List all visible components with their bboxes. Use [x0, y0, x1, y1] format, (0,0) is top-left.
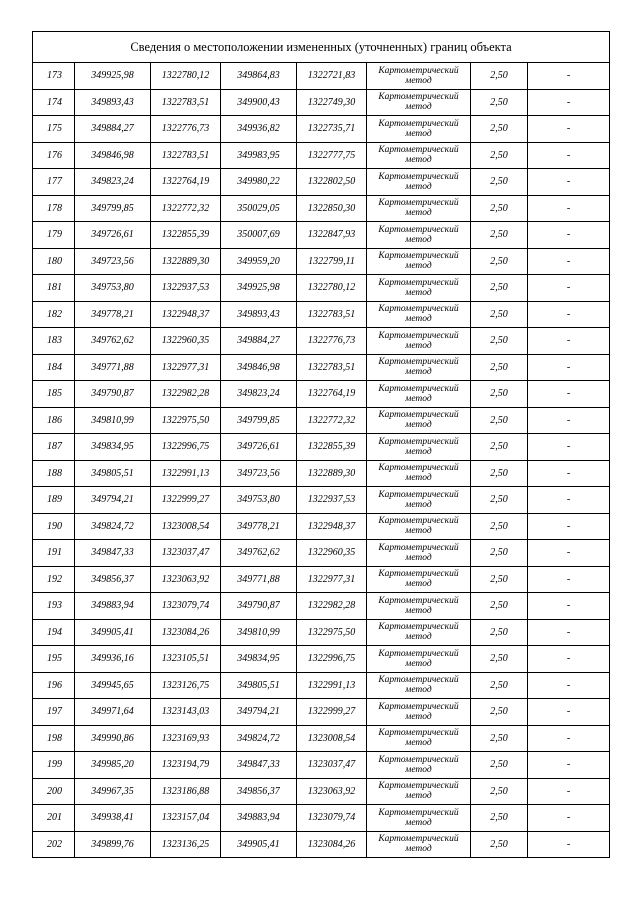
document-page	[32, 31, 609, 858]
new-x-cell: 349925,98	[221, 275, 297, 302]
new-y-cell: 1323008,54	[297, 725, 367, 752]
existing-x-cell: 349925,98	[75, 63, 151, 90]
new-y-cell: 1322999,27	[297, 699, 367, 726]
point-number-cell: 182	[33, 301, 75, 328]
new-y-cell: 1322991,13	[297, 672, 367, 699]
note-cell: -	[528, 566, 610, 593]
new-y-cell: 1322847,93	[297, 222, 367, 249]
existing-y-cell: 1322960,35	[151, 328, 221, 355]
table-row	[33, 725, 610, 752]
point-number-cell: 177	[33, 169, 75, 196]
new-x-cell: 349893,43	[221, 301, 297, 328]
table-row	[33, 752, 610, 779]
new-y-cell: 1322937,53	[297, 487, 367, 514]
note-cell: -	[528, 646, 610, 673]
note-cell: -	[528, 407, 610, 434]
existing-y-cell: 1322772,32	[151, 195, 221, 222]
new-x-cell: 349753,80	[221, 487, 297, 514]
existing-x-cell: 349884,27	[75, 116, 151, 143]
existing-y-cell: 1322764,19	[151, 169, 221, 196]
method-cell: Картометрический метод	[367, 778, 471, 805]
point-number-cell: 175	[33, 116, 75, 143]
new-y-cell: 1322802,50	[297, 169, 367, 196]
new-y-cell: 1323084,26	[297, 831, 367, 858]
existing-x-cell: 349805,51	[75, 460, 151, 487]
existing-x-cell: 349971,64	[75, 699, 151, 726]
table-row	[33, 301, 610, 328]
table-row	[33, 434, 610, 461]
table-row	[33, 275, 610, 302]
new-x-cell: 349805,51	[221, 672, 297, 699]
point-number-cell: 189	[33, 487, 75, 514]
method-cell: Картометрический метод	[367, 540, 471, 567]
existing-y-cell: 1322780,12	[151, 63, 221, 90]
new-x-cell: 349847,33	[221, 752, 297, 779]
existing-x-cell: 349967,35	[75, 778, 151, 805]
method-cell: Картометрический метод	[367, 593, 471, 620]
method-cell: Картометрический метод	[367, 381, 471, 408]
new-x-cell: 350007,69	[221, 222, 297, 249]
accuracy-cell: 2,50	[471, 195, 528, 222]
existing-x-cell: 349810,99	[75, 407, 151, 434]
point-number-cell: 195	[33, 646, 75, 673]
point-number-cell: 183	[33, 328, 75, 355]
existing-y-cell: 1322948,37	[151, 301, 221, 328]
new-y-cell: 1322783,51	[297, 354, 367, 381]
new-y-cell: 1322777,75	[297, 142, 367, 169]
accuracy-cell: 2,50	[471, 540, 528, 567]
new-x-cell: 350029,05	[221, 195, 297, 222]
point-number-cell: 178	[33, 195, 75, 222]
new-x-cell: 349834,95	[221, 646, 297, 673]
existing-x-cell: 349990,86	[75, 725, 151, 752]
method-cell: Картометрический метод	[367, 566, 471, 593]
point-number-cell: 197	[33, 699, 75, 726]
new-x-cell: 349810,99	[221, 619, 297, 646]
table-row	[33, 63, 610, 90]
point-number-cell: 201	[33, 805, 75, 832]
accuracy-cell: 2,50	[471, 222, 528, 249]
note-cell: -	[528, 116, 610, 143]
table-row	[33, 513, 610, 540]
accuracy-cell: 2,50	[471, 381, 528, 408]
method-cell: Картометрический метод	[367, 672, 471, 699]
method-cell: Картометрический метод	[367, 169, 471, 196]
existing-y-cell: 1323157,04	[151, 805, 221, 832]
existing-y-cell: 1323037,47	[151, 540, 221, 567]
existing-x-cell: 349823,24	[75, 169, 151, 196]
note-cell: -	[528, 354, 610, 381]
existing-x-cell: 349771,88	[75, 354, 151, 381]
existing-x-cell: 349899,76	[75, 831, 151, 858]
accuracy-cell: 2,50	[471, 699, 528, 726]
new-y-cell: 1322855,39	[297, 434, 367, 461]
table-row	[33, 328, 610, 355]
accuracy-cell: 2,50	[471, 248, 528, 275]
existing-x-cell: 349824,72	[75, 513, 151, 540]
point-number-cell: 200	[33, 778, 75, 805]
method-cell: Картометрический метод	[367, 354, 471, 381]
table-row	[33, 778, 610, 805]
accuracy-cell: 2,50	[471, 169, 528, 196]
method-cell: Картометрический метод	[367, 222, 471, 249]
point-number-cell: 190	[33, 513, 75, 540]
existing-x-cell: 349893,43	[75, 89, 151, 116]
new-y-cell: 1322977,31	[297, 566, 367, 593]
point-number-cell: 180	[33, 248, 75, 275]
method-cell: Картометрический метод	[367, 89, 471, 116]
accuracy-cell: 2,50	[471, 407, 528, 434]
note-cell: -	[528, 831, 610, 858]
method-cell: Картометрический метод	[367, 328, 471, 355]
existing-y-cell: 1323084,26	[151, 619, 221, 646]
existing-y-cell: 1322977,31	[151, 354, 221, 381]
point-number-cell: 174	[33, 89, 75, 116]
method-cell: Картометрический метод	[367, 116, 471, 143]
method-cell: Картометрический метод	[367, 142, 471, 169]
table-row	[33, 381, 610, 408]
new-y-cell: 1322735,71	[297, 116, 367, 143]
method-cell: Картометрический метод	[367, 619, 471, 646]
table-row	[33, 593, 610, 620]
note-cell: -	[528, 248, 610, 275]
new-y-cell: 1322948,37	[297, 513, 367, 540]
point-number-cell: 202	[33, 831, 75, 858]
note-cell: -	[528, 460, 610, 487]
table-row	[33, 169, 610, 196]
accuracy-cell: 2,50	[471, 63, 528, 90]
table-row	[33, 407, 610, 434]
note-cell: -	[528, 275, 610, 302]
method-cell: Картометрический метод	[367, 434, 471, 461]
accuracy-cell: 2,50	[471, 566, 528, 593]
accuracy-cell: 2,50	[471, 619, 528, 646]
new-y-cell: 1322996,75	[297, 646, 367, 673]
existing-y-cell: 1323136,25	[151, 831, 221, 858]
method-cell: Картометрический метод	[367, 63, 471, 90]
existing-y-cell: 1322991,13	[151, 460, 221, 487]
existing-y-cell: 1323063,92	[151, 566, 221, 593]
accuracy-cell: 2,50	[471, 778, 528, 805]
method-cell: Картометрический метод	[367, 805, 471, 832]
new-y-cell: 1322889,30	[297, 460, 367, 487]
note-cell: -	[528, 328, 610, 355]
existing-x-cell: 349762,62	[75, 328, 151, 355]
table-row	[33, 460, 610, 487]
existing-y-cell: 1322783,51	[151, 89, 221, 116]
new-x-cell: 349980,22	[221, 169, 297, 196]
point-number-cell: 185	[33, 381, 75, 408]
new-y-cell: 1322960,35	[297, 540, 367, 567]
existing-y-cell: 1322776,73	[151, 116, 221, 143]
accuracy-cell: 2,50	[471, 116, 528, 143]
existing-y-cell: 1322889,30	[151, 248, 221, 275]
accuracy-cell: 2,50	[471, 725, 528, 752]
table-body	[33, 63, 610, 858]
note-cell: -	[528, 434, 610, 461]
note-cell: -	[528, 672, 610, 699]
method-cell: Картометрический метод	[367, 752, 471, 779]
accuracy-cell: 2,50	[471, 646, 528, 673]
note-cell: -	[528, 487, 610, 514]
existing-x-cell: 349726,61	[75, 222, 151, 249]
existing-y-cell: 1323194,79	[151, 752, 221, 779]
table-row	[33, 116, 610, 143]
accuracy-cell: 2,50	[471, 593, 528, 620]
method-cell: Картометрический метод	[367, 513, 471, 540]
new-x-cell: 349794,21	[221, 699, 297, 726]
table-row	[33, 354, 610, 381]
note-cell: -	[528, 195, 610, 222]
point-number-cell: 199	[33, 752, 75, 779]
existing-y-cell: 1323143,03	[151, 699, 221, 726]
existing-x-cell: 349883,94	[75, 593, 151, 620]
accuracy-cell: 2,50	[471, 487, 528, 514]
existing-y-cell: 1323105,51	[151, 646, 221, 673]
new-x-cell: 349864,83	[221, 63, 297, 90]
existing-y-cell: 1323169,93	[151, 725, 221, 752]
existing-y-cell: 1322855,39	[151, 222, 221, 249]
accuracy-cell: 2,50	[471, 752, 528, 779]
existing-x-cell: 349799,85	[75, 195, 151, 222]
new-x-cell: 349900,43	[221, 89, 297, 116]
method-cell: Картометрический метод	[367, 460, 471, 487]
method-cell: Картометрический метод	[367, 407, 471, 434]
note-cell: -	[528, 142, 610, 169]
new-x-cell: 349778,21	[221, 513, 297, 540]
note-cell: -	[528, 381, 610, 408]
accuracy-cell: 2,50	[471, 354, 528, 381]
boundary-coordinates-table	[32, 31, 610, 858]
existing-y-cell: 1322996,75	[151, 434, 221, 461]
method-cell: Картометрический метод	[367, 248, 471, 275]
method-cell: Картометрический метод	[367, 195, 471, 222]
new-x-cell: 349824,72	[221, 725, 297, 752]
point-number-cell: 187	[33, 434, 75, 461]
existing-y-cell: 1323079,74	[151, 593, 221, 620]
new-x-cell: 349905,41	[221, 831, 297, 858]
new-x-cell: 349723,56	[221, 460, 297, 487]
note-cell: -	[528, 619, 610, 646]
accuracy-cell: 2,50	[471, 434, 528, 461]
note-cell: -	[528, 699, 610, 726]
point-number-cell: 173	[33, 63, 75, 90]
accuracy-cell: 2,50	[471, 805, 528, 832]
note-cell: -	[528, 540, 610, 567]
new-x-cell: 349959,20	[221, 248, 297, 275]
accuracy-cell: 2,50	[471, 301, 528, 328]
new-x-cell: 349771,88	[221, 566, 297, 593]
point-number-cell: 194	[33, 619, 75, 646]
existing-x-cell: 349905,41	[75, 619, 151, 646]
existing-x-cell: 349846,98	[75, 142, 151, 169]
table-row	[33, 142, 610, 169]
existing-y-cell: 1322783,51	[151, 142, 221, 169]
table-row	[33, 248, 610, 275]
new-x-cell: 349790,87	[221, 593, 297, 620]
note-cell: -	[528, 725, 610, 752]
accuracy-cell: 2,50	[471, 142, 528, 169]
table-row	[33, 805, 610, 832]
method-cell: Картометрический метод	[367, 646, 471, 673]
accuracy-cell: 2,50	[471, 275, 528, 302]
new-x-cell: 349726,61	[221, 434, 297, 461]
new-y-cell: 1322776,73	[297, 328, 367, 355]
new-x-cell: 349846,98	[221, 354, 297, 381]
table-row	[33, 195, 610, 222]
existing-y-cell: 1323126,75	[151, 672, 221, 699]
existing-y-cell: 1322937,53	[151, 275, 221, 302]
point-number-cell: 191	[33, 540, 75, 567]
existing-x-cell: 349790,87	[75, 381, 151, 408]
method-cell: Картометрический метод	[367, 487, 471, 514]
note-cell: -	[528, 89, 610, 116]
new-y-cell: 1322975,50	[297, 619, 367, 646]
existing-x-cell: 349834,95	[75, 434, 151, 461]
table-row	[33, 222, 610, 249]
existing-x-cell: 349778,21	[75, 301, 151, 328]
note-cell: -	[528, 63, 610, 90]
note-cell: -	[528, 752, 610, 779]
method-cell: Картометрический метод	[367, 725, 471, 752]
existing-x-cell: 349938,41	[75, 805, 151, 832]
table-row	[33, 540, 610, 567]
existing-x-cell: 349847,33	[75, 540, 151, 567]
note-cell: -	[528, 169, 610, 196]
new-x-cell: 349983,95	[221, 142, 297, 169]
point-number-cell: 198	[33, 725, 75, 752]
point-number-cell: 179	[33, 222, 75, 249]
new-y-cell: 1323063,92	[297, 778, 367, 805]
note-cell: -	[528, 805, 610, 832]
point-number-cell: 193	[33, 593, 75, 620]
existing-x-cell: 349794,21	[75, 487, 151, 514]
point-number-cell: 176	[33, 142, 75, 169]
new-y-cell: 1322850,30	[297, 195, 367, 222]
accuracy-cell: 2,50	[471, 672, 528, 699]
accuracy-cell: 2,50	[471, 89, 528, 116]
point-number-cell: 186	[33, 407, 75, 434]
existing-y-cell: 1322975,50	[151, 407, 221, 434]
point-number-cell: 181	[33, 275, 75, 302]
note-cell: -	[528, 778, 610, 805]
new-y-cell: 1322982,28	[297, 593, 367, 620]
method-cell: Картометрический метод	[367, 831, 471, 858]
existing-y-cell: 1323008,54	[151, 513, 221, 540]
new-x-cell: 349762,62	[221, 540, 297, 567]
existing-x-cell: 349936,16	[75, 646, 151, 673]
table-row	[33, 699, 610, 726]
note-cell: -	[528, 513, 610, 540]
point-number-cell: 196	[33, 672, 75, 699]
existing-x-cell: 349856,37	[75, 566, 151, 593]
new-y-cell: 1322799,11	[297, 248, 367, 275]
accuracy-cell: 2,50	[471, 513, 528, 540]
existing-y-cell: 1323186,88	[151, 778, 221, 805]
table-title-row	[33, 32, 610, 63]
new-y-cell: 1322721,83	[297, 63, 367, 90]
new-y-cell: 1322749,30	[297, 89, 367, 116]
note-cell: -	[528, 593, 610, 620]
method-cell: Картометрический метод	[367, 275, 471, 302]
existing-x-cell: 349945,65	[75, 672, 151, 699]
point-number-cell: 188	[33, 460, 75, 487]
new-x-cell: 349823,24	[221, 381, 297, 408]
point-number-cell: 192	[33, 566, 75, 593]
accuracy-cell: 2,50	[471, 460, 528, 487]
table-row	[33, 619, 610, 646]
table-row	[33, 831, 610, 858]
table-title: Сведения о местоположении измененных (уточненных) границ объекта	[33, 32, 610, 63]
existing-x-cell: 349723,56	[75, 248, 151, 275]
new-x-cell: 349799,85	[221, 407, 297, 434]
new-x-cell: 349856,37	[221, 778, 297, 805]
table-row	[33, 89, 610, 116]
new-x-cell: 349936,82	[221, 116, 297, 143]
method-cell: Картометрический метод	[367, 699, 471, 726]
note-cell: -	[528, 301, 610, 328]
existing-x-cell: 349753,80	[75, 275, 151, 302]
new-y-cell: 1322764,19	[297, 381, 367, 408]
accuracy-cell: 2,50	[471, 328, 528, 355]
new-x-cell: 349883,94	[221, 805, 297, 832]
new-y-cell: 1323079,74	[297, 805, 367, 832]
accuracy-cell: 2,50	[471, 831, 528, 858]
new-y-cell: 1322780,12	[297, 275, 367, 302]
method-cell: Картометрический метод	[367, 301, 471, 328]
existing-x-cell: 349985,20	[75, 752, 151, 779]
new-y-cell: 1322772,32	[297, 407, 367, 434]
table-row	[33, 646, 610, 673]
table-row	[33, 487, 610, 514]
point-number-cell: 184	[33, 354, 75, 381]
table-row	[33, 566, 610, 593]
table-row	[33, 672, 610, 699]
new-x-cell: 349884,27	[221, 328, 297, 355]
existing-y-cell: 1322982,28	[151, 381, 221, 408]
existing-y-cell: 1322999,27	[151, 487, 221, 514]
new-y-cell: 1323037,47	[297, 752, 367, 779]
note-cell: -	[528, 222, 610, 249]
new-y-cell: 1322783,51	[297, 301, 367, 328]
